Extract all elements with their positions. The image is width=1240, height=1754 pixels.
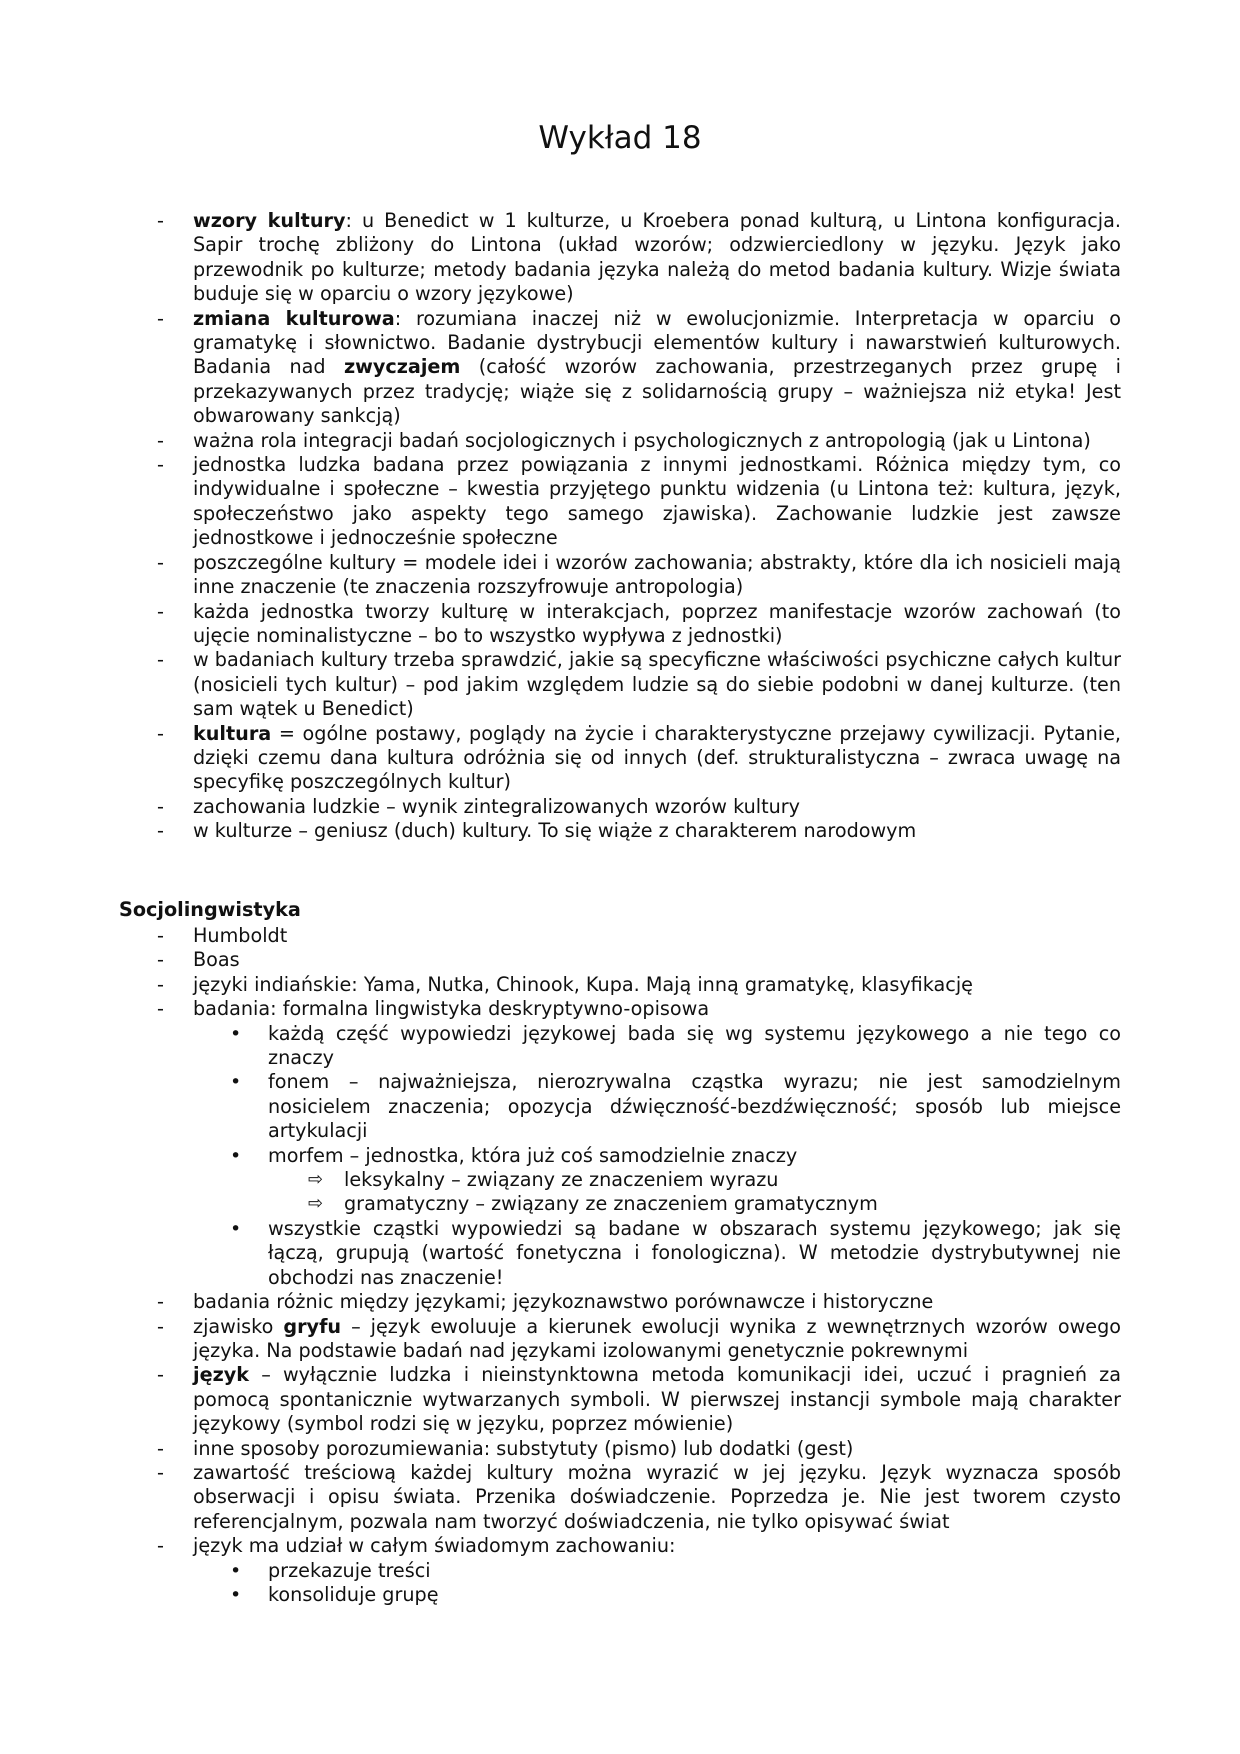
bold-term: zmiana kulturowa <box>193 306 395 330</box>
sub-list-item: • przekazuje treści <box>268 1559 1121 1583</box>
list-item: - język – wyłącznie ludzka i nieinstynktowna metoda komunikacji idei, uczuć i pragnień za pomocą spontanicznie wytwarzanych symboli. W pierwszej instancji symbole mają charakter językowy (symbol rodzi się w języku, poprzez mówienie) <box>193 1363 1121 1436</box>
list-item: - zawartość treściową każdej kultury można wyrazić w jej języku. Język wyznacza sposób obserwacji i opisu świata. Przenika doświadczenie. Poprzedza je. Nie jest tworem czysto referencjalnym, pozwala nam tworzyć doświadczenia, nie tylko opisywać świat <box>193 1461 1121 1534</box>
bold-term: zwyczajem <box>343 355 461 379</box>
sub-list-item: • wszystkie cząstki wypowiedzi są badane w obszarach systemu językowego; jak się łączą, grupują (wartość fonetyczna i fonologiczna). W metodzie dystrybutywnej nie obchodzi nas znaczenie! <box>268 1217 1121 1290</box>
list-item: - każda jednostka tworzy kulturę w interakcjach, poprzez manifestacje wzorów zachowań (to ujęcie nominalistyczne – bo to wszystko wypływa z jednostki) <box>193 600 1121 649</box>
document-title: Wykład 18 <box>538 120 702 156</box>
sub-list-item: • fonem – najważniejsza, nierozrywalna cząstka wyrazu; nie jest samodzielnym nosicielem znaczenia; opozycja dźwięczność-bezdźwięczność; sposób lub miejsce artykulacji <box>268 1070 1121 1143</box>
bold-term: język <box>193 1363 250 1387</box>
list-item: - jednostka ludzka badana przez powiązania z innymi jednostkami. Różnica między tym, co indywidualne i społeczne – kwestia przyjętego punktu widzenia (u Lintona też: kultura, język, społeczeństwo jako aspekty tego samego zjawiska). Zachowanie ludzkie jest zawsze jednostkowe i jednocześnie społeczne <box>193 453 1121 551</box>
list-item: - w kulturze – geniusz (duch) kultury. To się wiąże z charakterem narodowym <box>193 819 1121 843</box>
list-item: - Boas <box>193 948 1121 972</box>
list-item: - Humboldt <box>193 924 1121 948</box>
list-item: - poszczególne kultury = modele idei i wzorów zachowania; abstrakty, które dla ich nosicieli mają inne znaczenie (te znaczenia rozszyfrowuje antropologia) <box>193 551 1121 600</box>
list-item: - badania różnic między językami; językoznawstwo porównawcze i historyczne <box>193 1290 1121 1314</box>
bold-term: kultura <box>193 721 272 745</box>
sub-list-item: • każdą część wypowiedzi językowej bada się wg systemu językowego a nie tego co znaczy <box>268 1022 1121 1071</box>
sub-list-item: • morfem – jednostka, która już coś samodzielnie znaczy ⇨ leksykalny – związany ze znaczeniem wyrazu ⇨ gramatyczny – związany ze znaczeniem gramatycznym <box>268 1144 1121 1217</box>
section-heading: Socjolingwistyka <box>119 898 301 921</box>
arrow-list-item: ⇨ gramatyczny – związany ze znaczeniem gramatycznym <box>344 1192 1121 1216</box>
list-item: - zmiana kulturowa: rozumiana inaczej niż w ewolucjonizmie. Interpretacja w oparciu o gramatykę i słownictwo. Badanie dystrybucji elementów kultury i nawarstwień kulturowych. Badania nad zwyczajem (całość wzorów zachowania, przestrzeganych przez grupę i przekazywanych przez tradycję; wiąże się z solidarnością grupy – ważniejsza niż etyka! Jest obwarowany sankcją) <box>193 307 1121 429</box>
list-item: - wzory kultury: u Benedict w 1 kulturze, u Kroebera ponad kulturą, u Lintona konfiguracja. Sapir trochę zbliżony do Lintona (układ wzorów; odzwierciedlony w języku. Język jako przewodnik po kulturze; metody badania języka należą do metod badania kultury. Wizje świata buduje się w oparciu o wzory językowe) <box>193 209 1121 307</box>
arrow-list-item: ⇨ leksykalny – związany ze znaczeniem wyrazu <box>344 1168 1121 1192</box>
list-item: - zachowania ludzkie – wynik zintegralizowanych wzorów kultury <box>193 795 1121 819</box>
sub-list-item: • konsoliduje grupę <box>268 1583 1121 1607</box>
list-item: - języki indiańskie: Yama, Nutka, Chinook, Kupa. Mają inną gramatykę, klasyfikację <box>193 973 1121 997</box>
list-item: - badania: formalna lingwistyka deskryptywno-opisowa • każdą część wypowiedzi językowej bada się wg systemu językowego a nie tego co znaczy • fonem – najważniejsza, nierozrywalna cząstka wyrazu; nie jest samodzielnym nosicielem znaczenia; opozycja dźwięczność-bezdźwięczność; sposób lub miejsce artykulacji • morfem – jednostka, która już coś samodzielnie znaczy ⇨ leksykalny – związany ze znaczeniem wyrazu ⇨ gramatyczny – związany ze znaczeniem gramatycznym • wszystkie cząstki wypowiedzi są badane w obszarach systemu językowego; jak się łączą, grupują (wartość fonetyczna i fonologiczna). W metodzie dystrybutywnej nie obchodzi nas znaczenie! <box>193 997 1121 1290</box>
sub-list <box>193 1022 1121 1290</box>
arrow-list <box>268 1168 1121 1217</box>
bold-term: wzory kultury <box>193 209 346 232</box>
list-item: - zjawisko gryfu – język ewoluuje a kierunek ewolucji wynika z wewnętrznych wzorów owego języka. Na podstawie badań nad językami izolowanymi genetycznie pokrewnymi <box>193 1315 1121 1364</box>
sub-list <box>193 1559 1121 1608</box>
list-item: - kultura = ogólne postawy, poglądy na życie i charakterystyczne przejawy cywilizacji. Pytanie, dzięki czemu dana kultura odróżnia się od innych (def. strukturalistyczna – zwraca uwagę na specyfikę poszczególnych kultur) <box>193 722 1121 795</box>
socjolingwistyka-list <box>193 924 1121 1607</box>
lecture-list <box>193 209 1121 844</box>
list-item: - ważna rola integracji badań socjologicznych i psychologicznych z antropologią (jak u Lintona) <box>193 429 1121 453</box>
bold-term: gryfu <box>283 1314 342 1338</box>
list-item: - inne sposoby porozumiewania: substytuty (pismo) lub dodatki (gest) <box>193 1437 1121 1461</box>
list-item: - język ma udział w całym świadomym zachowaniu: • przekazuje treści • konsoliduje grupę <box>193 1534 1121 1607</box>
list-item: - w badaniach kultury trzeba sprawdzić, jakie są specyficzne właściwości psychiczne całych kultur (nosicieli tych kultur) – pod jakim względem ludzie są do siebie podobni w danej kulturze. (ten sam wątek u Benedict) <box>193 648 1121 721</box>
